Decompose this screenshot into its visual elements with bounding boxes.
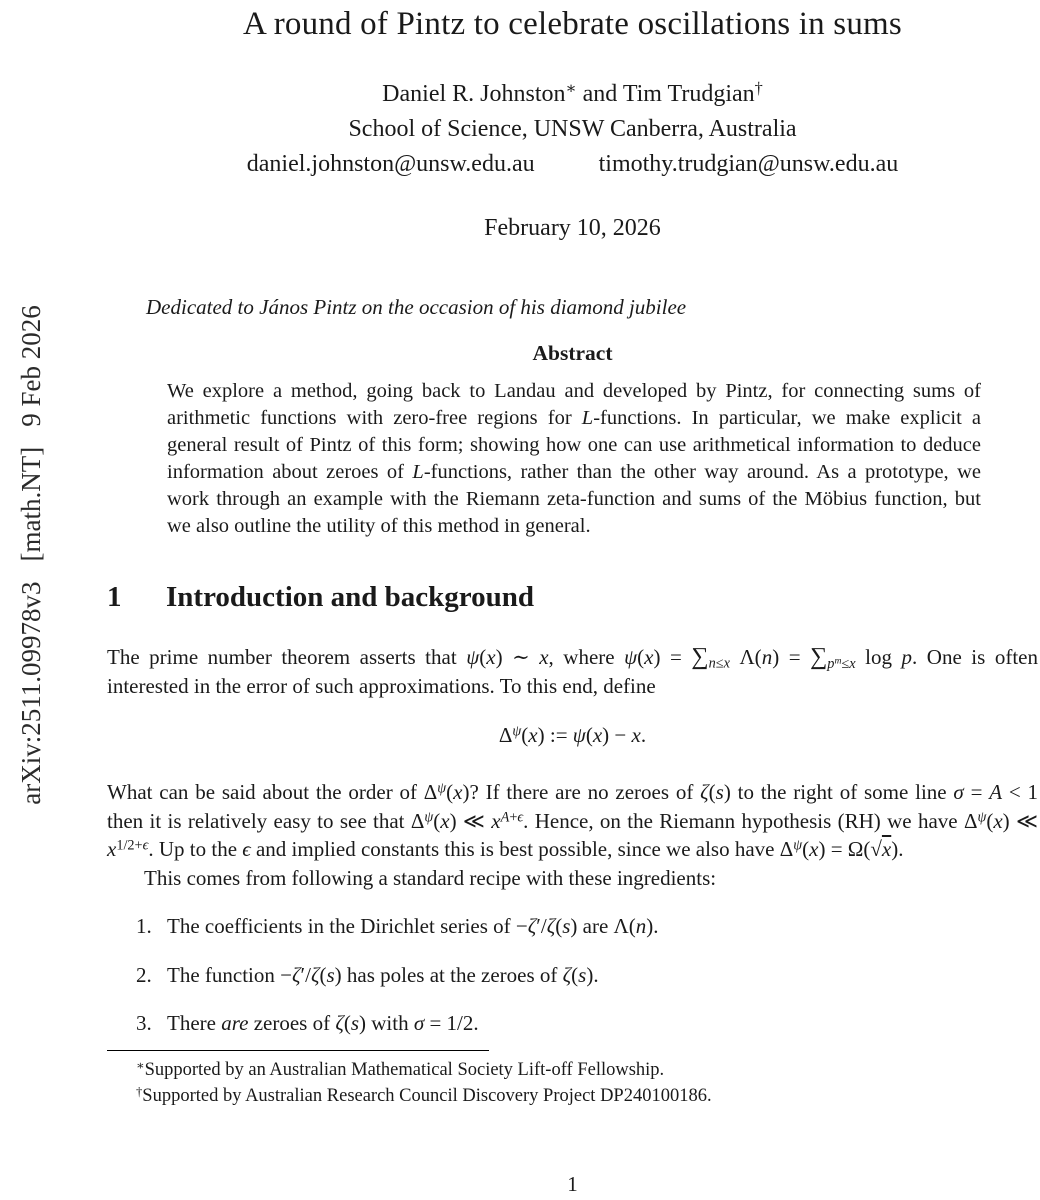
list-item-3 — [136, 1009, 1038, 1038]
affiliation: School of Science, UNSW Canberra, Australia — [348, 116, 797, 142]
section-number: 1 — [107, 581, 122, 613]
email-author2: timothy.trudgian@unsw.edu.au — [598, 151, 899, 177]
list-item-2-text: The function −ζ′/ζ(s) has poles at the zeroes of ζ(s). — [167, 962, 599, 987]
arxiv-id: arXiv:2511.09978v3 — [15, 581, 46, 805]
paper-content — [107, 0, 1038, 1109]
list-item-3-marker: 3. — [136, 1011, 152, 1035]
email-author1: daniel.johnston@unsw.edu.au — [246, 151, 535, 177]
list-item-2 — [136, 961, 1038, 990]
display-equation: $\Delta^\psi(x)$ := ψ(x) − x. — [498, 723, 647, 747]
arxiv-date: 9 Feb 2026 — [15, 305, 46, 427]
paragraph-2: What can be said about the order of $\Delta^\psi(x)$? If there are no zeroes of ζ(s) to the right of some line σ = A < 1 then it is relatively easy to see that $\Delta^\psi(x)$ ≪ $x^{A+\epsilon}$. Hence, on the Riemann hypothesis (RH) we have $\Delta^\psi(x)$ ≪ $x^{1/2+\epsilon}$. Up to the ϵ and implied constants this is best possible, since we also have $\Delta^\psi(x) = \Omega(√x)$. — [107, 780, 1039, 861]
footnotes — [107, 1057, 1038, 1109]
arxiv-category: [math.NT] — [15, 446, 46, 562]
page-number: 1 — [567, 1172, 578, 1196]
list-item-3-text: There are zeroes of ζ(s) with σ = 1/2. — [167, 1011, 479, 1035]
ingredients-list — [107, 912, 1038, 1038]
emails-line — [107, 147, 1038, 182]
footnote-1: ∗Supported by an Australian Mathematical Society Lift-off Fellowship. — [136, 1057, 665, 1080]
arxiv-watermark — [14, 195, 48, 915]
list-item-2-marker: 2. — [136, 962, 152, 987]
list-item-1-text: The coefficients in the Dirichlet series of −ζ′/ζ(s) are Λ(n). — [167, 914, 659, 938]
paper-date: February 10, 2026 — [484, 215, 661, 241]
paper-title: A round of Pintz to celebrate oscillations in sums — [243, 6, 902, 42]
authors-line: Daniel R. Johnston∗ and Tim Trudgian† — [382, 78, 763, 107]
section-title: Introduction and background — [166, 581, 535, 613]
footnote-rule — [107, 1050, 489, 1051]
abstract-heading: Abstract — [532, 341, 613, 365]
paragraph-3: This comes from following a standard recipe with these ingredients: — [144, 865, 717, 890]
list-item-1 — [136, 912, 1038, 941]
list-item-1-marker: 1. — [136, 914, 152, 938]
footnote-2: †Supported by Australian Research Council Discovery Project DP240100186. — [136, 1083, 712, 1106]
paragraph-1: The prime number theorem asserts that ψ(x) ∼ x, where $\psi(x) = \sum_{n\le x}$ $\Lambda(n) = \sum_{p^m\le x}$ log p. One is often interested in the error of such approximations. To this end, define — [107, 643, 1038, 698]
dedication: Dedicated to János Pintz on the occasion of his diamond jubilee — [146, 295, 687, 319]
abstract-body: We explore a method, going back to Landau and developed by Pintz, for connecting sums of arithmetic functions with zero-free regions for L-functions. In particular, we make explicit a general result of Pintz of this form; showing how one can use arithmetical information to deduce information about zeroes of L-functions, rather than the other way around. As a prototype, we work through an example with the Riemann zeta-function and sums of the Möbius function, but we also outline the utility of this method in general. — [167, 380, 981, 537]
section-heading — [107, 580, 1038, 615]
